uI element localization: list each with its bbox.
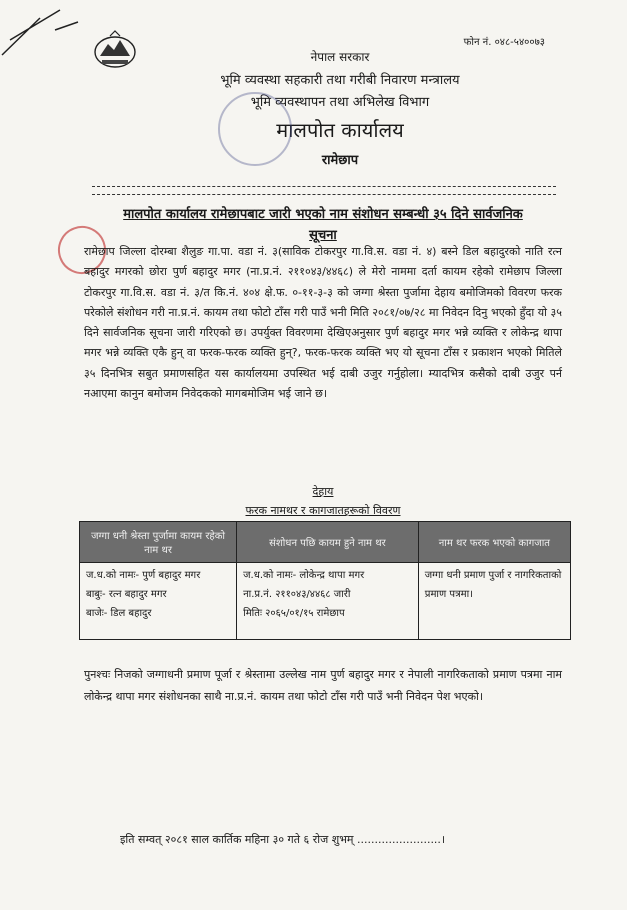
schedule-heading: देहाय bbox=[312, 485, 334, 498]
table-header-row bbox=[80, 522, 571, 563]
office-name: मालपोत कार्यालय bbox=[276, 118, 404, 142]
nepal-emblem-icon bbox=[92, 30, 138, 70]
table-row bbox=[80, 563, 571, 640]
office-location: रामेछाप bbox=[321, 153, 359, 168]
pen-mark-graphic bbox=[0, 0, 90, 60]
phone-number: फोन नं. ०४८-५४००७३ bbox=[463, 37, 545, 48]
table-header-cell: संशोधन पछि कायम हुने नाम थर bbox=[237, 522, 419, 563]
notice-title-line1: मालपोत कार्यालय रामेछापबाट जारी भएको नाम संशोधन सम्बन्धी ३५ दिने सार्वजनिक bbox=[123, 207, 523, 222]
notice-body: रामेछाप जिल्ला दोरम्बा शैलुङ गा.पा. वडा नं. ३(साविक टोकरपुर गा.वि.स. वडा नं. ४) बस्ने डिल बहादुरको नाति रत्न बहादुर मगरको छोरा पुर्ण बहादुर मगर (ना.प्र.नं. २११०४३/४४६८) ले मेरो नाममा दर्ता कायम रहेको रामेछाप जिल्ला टोकरपुर गा.वि.स. वडा नं. ३/त कि.नं. ४०४ क्षे.फ. ०-११-३-३ को जग्गा श्रेस्ता पुर्जामा देहाय बमोजिमको विवरण फरक परेकोले संशोधन गरी ना.प्र.नं. कायम तथा फोटो टाँस गरी पाउँ भनी मिति २०८१/०७/२८ मा निवेदन दिनु भएको हुँदा यो ३५ दिने सार्वजनिक सूचना जारी गरिएको छ। उपर्युक्त विवरणमा देखिएअनुसार पुर्ण बहादुर मगर भन्ने व्यक्ति र लोकेन्द्र थापा मगर भन्ने व्यक्ति एकै हुन् वा फरक-फरक व्यक्ति हुन्?, फरक-फरक व्यक्ति भए यो सूचना टाँस र प्रकाशन भएको मितिले ३५ दिनभित्र सबुत प्रमाणसहित यस कार्यालयमा उपस्थित भई दाबी उजुर गर्नुहोला। म्यादभित्र कसैको दाबी उजुर पर्न नआएमा कानुन बमोजम निवेदकको मागबमोजिम भई जाने छ। bbox=[84, 245, 562, 401]
registered-grandfather-name: बाजेः- डिल बहादुर bbox=[86, 608, 152, 619]
citizenship-issue-date: मितिः २०६५/०१/१५ रामेछाप bbox=[243, 608, 345, 619]
divider bbox=[92, 186, 556, 187]
government-name: नेपाल सरकार bbox=[310, 50, 370, 64]
divider bbox=[92, 194, 556, 195]
department-name: भूमि व्यवस्थापन तथा अभिलेख विभाग bbox=[250, 95, 430, 110]
notice-title-line2: सूचना bbox=[309, 228, 337, 243]
ministry-name: भूमि व्यवस्था सहकारी तथा गरीबी निवारण मन्त्रालय bbox=[220, 73, 460, 88]
table-cell-registered-names bbox=[80, 563, 237, 640]
table-caption: फरक नामथर र कागजातहरूको विवरण bbox=[245, 504, 401, 517]
name-correction-table bbox=[79, 521, 571, 640]
table-header-cell: नाम थर फरक भएको कागजात bbox=[418, 522, 570, 563]
closing-date-line: इति सम्वत् २०८१ साल कार्तिक महिना ३० गते ६ रोज शुभम् ........................। bbox=[120, 833, 446, 846]
table-cell-corrected-names bbox=[237, 563, 419, 640]
citizenship-number: ना.प्र.नं. २११०४३/४४६८ जारी bbox=[243, 589, 351, 600]
notice-title bbox=[84, 204, 562, 246]
registered-father-name: बाबुः- रत्न बहादुर मगर bbox=[86, 589, 167, 600]
table-cell-documents: जग्गा धनी प्रमाण पुर्जा र नागरिकताको प्रमाण पत्रमा। bbox=[418, 563, 570, 640]
registered-owner-name: ज.ध.को नामः- पुर्ण बहादुर मगर bbox=[86, 570, 201, 581]
office-seal-stamp bbox=[218, 92, 292, 166]
table-header-cell: जग्गा धनी श्रेस्ता पुर्जामा कायम रहेको नाम थर bbox=[80, 522, 237, 563]
corrected-owner-name: ज.ध.को नामः- लोकेन्द्र थापा मगर bbox=[243, 570, 365, 581]
postscript: पुनश्चः निजको जग्गाधनी प्रमाण पूर्जा र श्रेस्तामा उल्लेख नाम पुर्ण बहादुर मगर र नेपाली नागरिकताको प्रमाण पत्रमा नाम लोकेन्द्र थापा मगर संशोधनका साथै ना.प्र.नं. कायम तथा फोटो टाँस गरी पाउँ भनी निवेदन पेश भएको। bbox=[84, 668, 562, 703]
